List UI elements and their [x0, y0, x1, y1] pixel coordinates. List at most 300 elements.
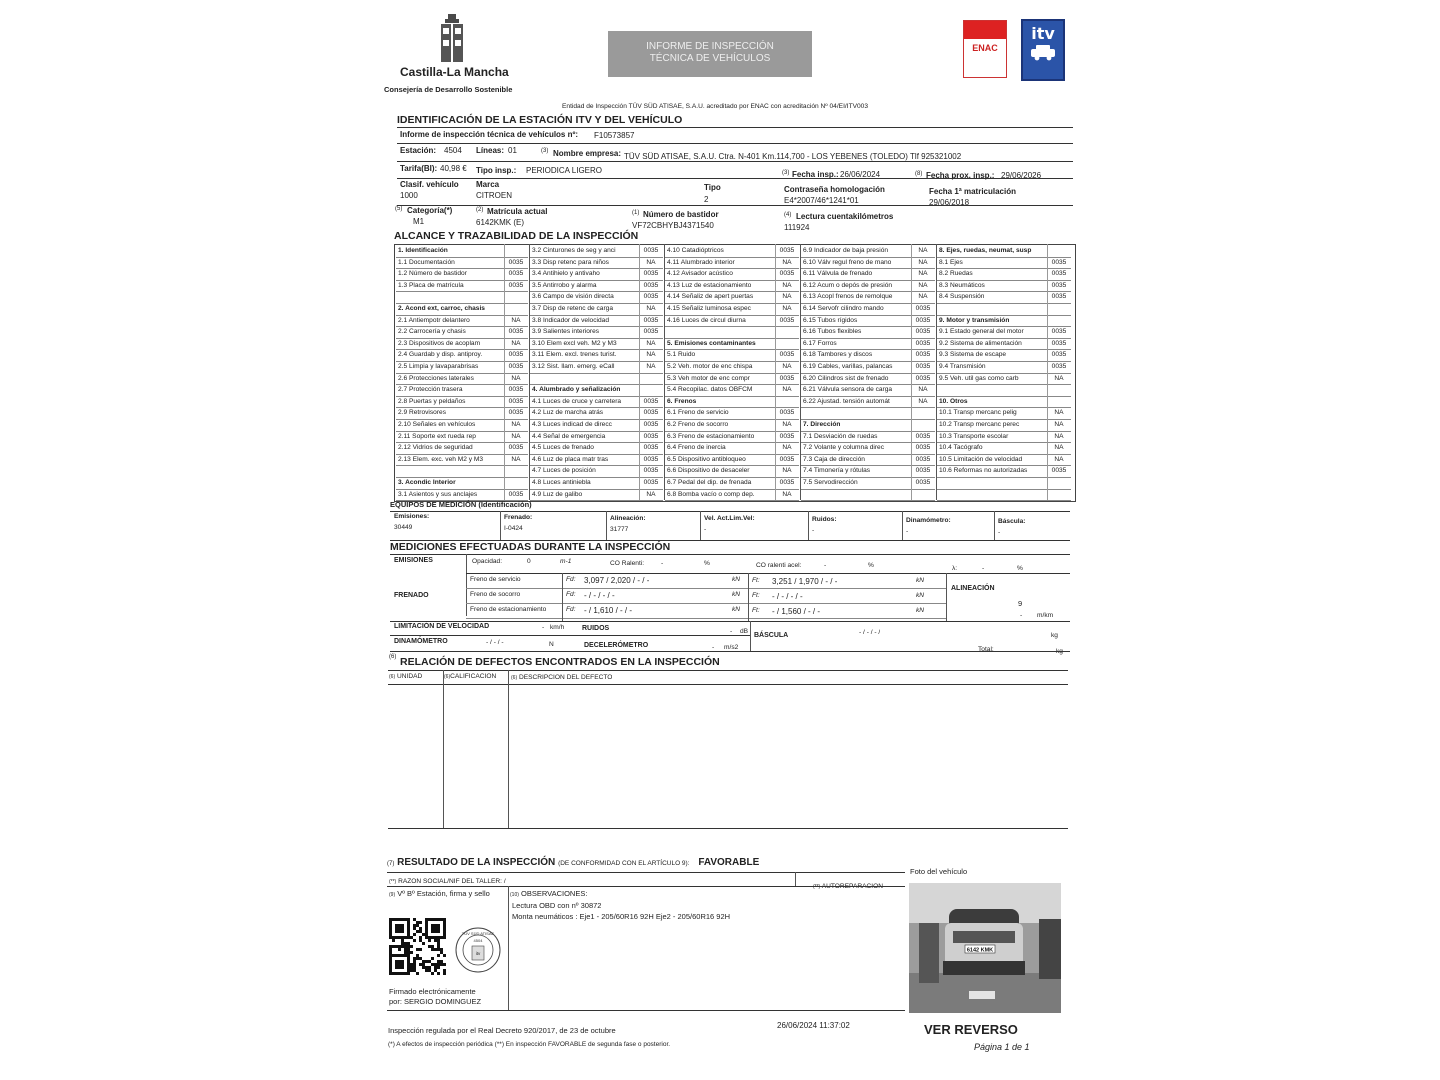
alcance-code: NA	[918, 386, 928, 394]
fd-label: Fd:	[566, 606, 576, 613]
alcance-code: 0035	[1051, 363, 1067, 370]
vb-text: Vº Bº Estación, firma y sello	[397, 890, 490, 898]
bastidor-label: Número de bastidor	[643, 210, 719, 219]
alcance-code: NA	[1054, 374, 1064, 382]
alcance-item: 3.5 Antirrobo y alarma	[532, 281, 597, 289]
alcance-item: 10.2 Transp mercanc perec	[939, 421, 1020, 428]
alcance-code: 0035	[508, 351, 524, 359]
freno-fd: 3,097 / 2,020 / - / -	[584, 576, 650, 585]
freno-ft: - / - / - / -	[772, 592, 803, 601]
alcance-item: 2.7 Protección trasera	[398, 386, 463, 394]
tipo-insp-value: PERIODICA LIGERO	[526, 166, 603, 175]
alcance-code: 0035	[643, 432, 659, 440]
freno-ft: 3,251 / 1,970 / - / -	[772, 577, 838, 586]
co-unit: %	[704, 560, 710, 567]
alcance-item: 4.10 Catadióptricos	[667, 247, 724, 254]
matricula-label: Matrícula actual	[487, 207, 548, 216]
alcance-code: 0035	[915, 455, 931, 463]
fecha-mat-label: Fecha 1ª matriculación	[929, 187, 1016, 196]
foto-label: Foto del vehículo	[910, 868, 968, 876]
alcance-code: 0035	[915, 432, 931, 440]
alcance-item: 6.18 Tambores y discos	[803, 351, 873, 359]
alcance-code: NA	[782, 490, 792, 498]
matricula-value: 6142KMK (E)	[476, 218, 525, 227]
obs-text: OBSERVACIONES:	[521, 890, 588, 898]
limitacion-value: -	[542, 624, 545, 631]
alcance-code: 0035	[779, 374, 795, 382]
alcance-item: 6.19 Cables, varillas, palancas	[803, 363, 893, 370]
alcance-item: 4.8 Luces antiniebla	[532, 479, 591, 486]
alcance-item: 4.11 Alumbrado interior	[667, 258, 735, 266]
firmado-line-2: por: SERGIO DOMINGUEZ	[389, 998, 482, 1006]
contrasena-value: E4*2007/46*1241*01	[784, 196, 859, 205]
alcance-item: 6.4 Freno de inercia	[667, 444, 726, 452]
fd-label: Fd:	[566, 576, 576, 583]
alcance-item: 10.6 Reformas no autorizadas	[939, 467, 1028, 475]
alcance-code: 0035	[643, 281, 659, 289]
alcance-item: 9.3 Sistema de escape	[939, 351, 1007, 359]
equipo-label: Vel. Act.Lim.Vel:	[704, 515, 755, 523]
alcance-code: 0035	[508, 281, 524, 289]
alcance-code: 0035	[508, 490, 524, 498]
fecha-insp-value: 26/06/2024	[840, 170, 881, 179]
equipo-value: -	[704, 526, 707, 534]
alcance-code: NA	[1054, 421, 1064, 428]
marca-value: CITROEN	[476, 191, 512, 200]
alcance-item: 3.6 Campo de visión directa	[532, 293, 614, 301]
kn-unit: kN	[916, 577, 925, 584]
razon-label: (**) RAZÓN SOCIAL/NIF DEL TALLER: /	[389, 878, 506, 885]
alcance-item: 4.12 Avisador acústico	[667, 270, 733, 278]
alcance-item: 4.4 Señal de emergencia	[532, 432, 606, 440]
clasif-value: 1000	[400, 191, 418, 200]
alcance-item: 6.13 Acopl frenos de remolque	[803, 293, 893, 301]
alcance-code: 0035	[508, 397, 524, 405]
footer-note: (*) A efectos de inspección periódica (**) En inspección FAVORABLE de segunda fase o posterior.	[388, 1041, 671, 1048]
alcance-code: NA	[782, 386, 792, 394]
alcance-section-header: 1. Identificación	[398, 247, 448, 254]
alcance-code: 0035	[643, 328, 659, 336]
alcance-item: 3.9 Salientes interiores	[532, 328, 600, 336]
alcance-item: 4.1 Luces de cruce y carretera	[532, 397, 622, 405]
alcance-code: 0035	[1051, 258, 1067, 266]
alcance-item: 3.7 Disp de retenc de carga	[532, 305, 614, 312]
alcance-item: 6.21 Válvula sensora de carga	[803, 386, 893, 394]
alcance-code: 0035	[915, 305, 931, 312]
defectos-title: RELACIÓN DE DEFECTOS ENCONTRADOS EN LA INSPECCIÓN	[400, 656, 720, 668]
alcance-code: 0035	[643, 455, 659, 463]
informe-value: F10573857	[594, 131, 635, 140]
region-name: Castilla-La Mancha	[400, 65, 509, 79]
alcance-code: 0035	[643, 247, 659, 254]
limitacion-label: LIMITACIÓN DE VELOCIDAD	[394, 623, 490, 630]
alcance-item: 6.6 Dispositivo de desaceler	[667, 467, 750, 475]
equipos-title: EQUIPOS DE MEDICIÓN (Identificación)	[390, 500, 532, 509]
freno-ft: - / 1,560 / - / -	[772, 607, 821, 616]
alcance-item: 6.3 Freno de estacionamiento	[667, 432, 755, 440]
alcance-item: 3.3 Disp retenc para niños	[532, 258, 609, 266]
co-value: -	[661, 560, 664, 567]
col-desc: (6) DESCRIPCIÓN DEL DEFECTO	[511, 674, 613, 681]
alcance-code: 0035	[915, 467, 931, 475]
equipo-value: -	[998, 528, 1001, 536]
lambda-value: -	[982, 565, 985, 572]
alcance-code: 0035	[508, 386, 524, 394]
footer-regulada: Inspección regulada por el Real Decreto 920/2017, de 23 de octubre	[388, 1027, 616, 1035]
alcance-code: 0035	[1051, 270, 1067, 278]
col-desc-text: DESCRIPCIÓN DEL DEFECTO	[518, 674, 613, 681]
equipo-label: Báscula:	[998, 517, 1026, 525]
alcance-code: 0035	[643, 467, 659, 475]
alcance-item: 8.3 Neumáticos	[939, 281, 985, 289]
alcance-item: 4.13 Luz de estacionamiento	[667, 281, 752, 289]
alcance-item: 6.10 Válv regul freno de mano	[803, 258, 892, 266]
freno-fd: - / 1,610 / - / -	[584, 606, 633, 615]
footer-ver: VER REVERSO	[924, 1022, 1018, 1037]
alcance-item: 6.12 Acum o depós de presión	[803, 281, 893, 289]
co-acel-label: CO ralenti acel:	[756, 562, 802, 569]
alcance-item: 4.3 Luces indicad de direcc	[532, 421, 612, 428]
col-calif: (6)CALIFICACIÓN	[444, 673, 497, 680]
alcance-item: 5.4 Recopilac. datos OBFCM	[667, 386, 753, 394]
alcance-item: 6.1 Freno de servicio	[667, 409, 729, 417]
freno-name: Freno de socorro	[470, 591, 521, 598]
equipo-label: Alineación:	[610, 514, 646, 522]
footer-timestamp: 26/06/2024 11:37:02	[777, 1021, 850, 1030]
tarifa-value: 40,98 €	[440, 164, 467, 173]
alcance-code: 0035	[1051, 281, 1067, 289]
total-unit: kg	[1056, 648, 1063, 655]
opacidad-value: 0	[527, 558, 531, 565]
alcance-code: 0035	[508, 270, 524, 278]
alcance-item: 6.2 Freno de socorro	[667, 421, 729, 428]
alcance-item: 2.1 Antiempotr delantero	[398, 316, 470, 324]
alcance-code: 0035	[643, 479, 659, 486]
alcance-item: 8.2 Ruedas	[939, 270, 973, 278]
alcance-code: NA	[646, 258, 656, 266]
alcance-code: 0035	[508, 363, 524, 370]
alcance-code: 0035	[508, 258, 524, 266]
obs-line-1: Lectura OBD con nº 30872	[512, 902, 602, 910]
alcance-item: 4.5 Luces de frenado	[532, 444, 594, 452]
alcance-item: 5.2 Veh. motor de enc chispa	[667, 363, 753, 370]
alcance-item: 3.2 Cinturones de seg y anci	[532, 247, 616, 254]
alcance-item: 3.10 Elem excl veh. M2 y M3	[532, 339, 617, 347]
tipo-insp-label: Tipo insp.:	[476, 166, 517, 175]
alcance-code: NA	[782, 444, 792, 452]
region-logo	[436, 14, 468, 64]
alcance-item: 3.12 Sist. llam. emerg. eCall	[532, 363, 615, 370]
ident-title: IDENTIFICACIÓN DE LA ESTACIÓN ITV Y DEL VEHÍCULO	[397, 114, 683, 126]
kn-unit: kN	[732, 606, 741, 613]
alcance-item: 2.11 Soporte ext rueda rep	[398, 432, 476, 440]
alcance-item: 3.4 Antihielo y antivaho	[532, 270, 600, 278]
alcance-item: 6.16 Tubos flexibles	[803, 328, 862, 336]
obs-line-2: Monta neumáticos : Eje1 - 205/60R16 92H Eje2 - 205/60R16 92H	[512, 913, 731, 921]
alcance-code: 0035	[643, 316, 659, 324]
alcance-item: 4.6 Luz de placa matr tras	[532, 455, 609, 463]
alcance-item: 2.8 Puertas y peldaños	[398, 397, 466, 405]
tipo-label: Tipo	[704, 183, 721, 192]
ft-label: Ft:	[752, 592, 760, 599]
alcance-code: NA	[782, 305, 792, 312]
alcance-code: 0035	[1051, 328, 1067, 336]
lambda-label: λ:	[952, 565, 958, 572]
categoria-label: Categoría(*)	[407, 206, 453, 215]
bascula-unit: kg	[1051, 632, 1058, 639]
empresa-label: Nombre empresa:	[553, 149, 622, 158]
alcance-item: 3.1 Asientos y sus anclajes	[398, 490, 478, 498]
alcance-code: 0035	[1051, 293, 1067, 301]
alcance-code: NA	[511, 432, 521, 440]
mediciones-title: MEDICIONES EFECTUADAS DURANTE LA INSPECCIÓN	[390, 541, 671, 553]
qr-code	[389, 918, 446, 975]
total-value: -	[1050, 648, 1053, 655]
alcance-item: 1.3 Placa de matrícula	[398, 281, 464, 289]
vehicle-photo	[909, 883, 1061, 1013]
alcance-item: 2.4 Guardab y disp. antiproy.	[398, 351, 483, 359]
alcance-item: 4.16 Luces de circul diurna	[667, 316, 746, 324]
alcance-item: 8.1 Ejes	[939, 258, 963, 266]
alcance-item: 2.2 Carrocería y chasis	[398, 328, 466, 336]
marca-label: Marca	[476, 180, 500, 189]
decel-value: -	[712, 644, 715, 651]
bascula-label: BÁSCULA	[754, 632, 789, 639]
autorep-label: (**) AUTOREPARACIÓN	[813, 883, 884, 890]
alcance-item: 10.3 Transporte escolar	[939, 432, 1009, 440]
alcance-item: 9.1 Estado general del motor	[939, 328, 1024, 336]
alcance-code: NA	[1054, 444, 1064, 452]
alcance-code: NA	[918, 397, 928, 405]
alcance-code: 0035	[508, 328, 524, 336]
alcance-code: 0035	[779, 479, 795, 486]
alcance-code: NA	[646, 339, 656, 347]
kn-unit: kN	[916, 607, 925, 614]
resultado-value: FAVORABLE	[698, 857, 760, 868]
clasif-label: Clasif. vehículo	[400, 180, 459, 189]
kn-unit: kN	[916, 592, 925, 599]
alcance-item: 3.11 Elem. excl. trenes turist.	[532, 351, 617, 359]
alcance-item: 2.13 Elem. exc. veh M2 y M3	[398, 455, 484, 463]
decel-unit: m/s2	[724, 644, 739, 651]
alcance-item: 2.6 Protecciones laterales	[398, 374, 474, 382]
alcance-item: 5.1 Ruido	[667, 351, 696, 359]
firmado-line-1: Firmado electrónicamente	[389, 988, 476, 996]
emisiones-label: EMISIONES	[394, 557, 433, 564]
alcance-item: 1.1 Documentación	[398, 258, 455, 266]
enac-logo-text: ENAC	[972, 43, 998, 53]
ruidos-label: RUIDOS	[582, 625, 610, 632]
kn-unit: kN	[732, 576, 741, 583]
alcance-code: NA	[918, 281, 928, 289]
alcance-section-header: 5. Emisiones contaminantes	[667, 339, 756, 347]
alcance-item: 6.5 Dispositivo antibloqueo	[667, 455, 746, 463]
station-seal	[454, 926, 502, 974]
alcance-code: 0035	[779, 351, 795, 359]
fecha-prox-value: 29/06/2026	[1001, 171, 1042, 180]
alineacion-dash: -	[1020, 612, 1023, 619]
tarifa-label: Tarifa(BI):	[400, 164, 438, 173]
alcance-section-header: 7. Dirección	[803, 421, 841, 428]
alcance-item: 9.4 Transmisión	[939, 363, 986, 370]
ruidos-unit: dB	[740, 628, 749, 635]
alcance-code: 0035	[779, 247, 795, 254]
freno-name: Freno de servicio	[470, 576, 521, 583]
alcance-code: 0035	[915, 363, 931, 370]
alcance-code: NA	[511, 455, 521, 463]
alcance-code: NA	[511, 339, 521, 347]
alcance-item: 6.17 Forros	[803, 339, 837, 347]
dinamometro-label: DINAMÓMETRO	[394, 638, 448, 645]
itv-logo-text: itv	[1031, 24, 1055, 43]
equipo-value: I-0424	[504, 524, 523, 532]
ft-label: Ft:	[752, 607, 760, 614]
estacion-value: 4504	[444, 146, 462, 155]
alcance-item: 2.9 Retrovisores	[398, 409, 447, 417]
alcance-code: NA	[782, 281, 792, 289]
resultado-line: (7) RESULTADO DE LA INSPECCIÓN (DE CONFORMIDAD CON EL ARTÍCULO 9): FAVORABLE	[387, 857, 760, 868]
equipo-value: 30449	[394, 524, 413, 531]
alcance-code: NA	[918, 258, 928, 266]
bascula-value: - / - / - /	[859, 629, 881, 636]
freno-fd: - / - / - / -	[584, 591, 615, 600]
alcance-item: 10.4 Tacógrafo	[939, 444, 983, 452]
dinamometro-value: - / - / -	[486, 639, 504, 646]
alcance-code: NA	[1054, 455, 1064, 463]
equipo-value: -	[906, 528, 909, 535]
lineas-value: 01	[508, 146, 517, 155]
col-calif-text: CALIFICACIÓN	[450, 673, 497, 680]
alcance-section-header: 4. Alumbrado y señalización	[532, 386, 621, 394]
resultado-title: RESULTADO DE LA INSPECCIÓN	[397, 857, 556, 868]
alcance-code: NA	[918, 293, 928, 301]
dinamometro-unit: N	[549, 641, 554, 648]
inspection-report: Castilla-La Mancha Consejería de Desarrollo Sostenible INFORME DE INSPECCIÓN TÉCNICA DE VEHÍCULOS ENAC itv Entidad de Inspección TÜV SÜD ATISAE, S.A.U. acreditado por ENAC con acreditación Nº 04/EI/ITV003 IDENTIFICACIÓN DE LA ESTACIÓN ITV Y DEL VEHÍCULO Informe de inspección técnica de vehículos nº: F10573857 Estación: 4504 Líneas: 01 (3) Nombre empresa: TÜV SÜD ATISAE, S.A.U. Ctra. N-401 Km.114,700 - LOS YEBENES (TOLEDO) Tlf 925321002 Tarifa(BI): 40,98 € Tipo insp.: PERIODICA LIGERO (3) Fecha insp.: 26/06/2024 (8) Fecha prox. insp.: 29/06/2026 Clasif. vehículo 1000 Marca CITROEN Tipo 2 Contraseña homologación E4*2007/46*1241*01 Fecha 1ª matriculación 29/06/2018 (5) Categoría(*) M1 (2) Matrícula actual 6142KMK (E) (1) Número de bastidor VF72CBHYBJ4371540 (4) Lectura cuentakilómetros 111924 ALCANCE Y TRAZABILIDAD DE LA INSPECCIÓN 1. Identificación 1.1 Documentación 0035 1.2 Número de bastidor 0035 1.3 Placa de matrícula 0035 2. Acond ext, carroc, chasis 2.1 Antiempotr delantero NA 2.2 Carrocería y chasis 0035 2.3 Dispositivos de acoplam NA 2.4 Guardab y disp. antiproy. 0035 2.5 Limpia y lavaparabrisas 0035 2.6 Protecciones laterales NA 2.7 Protección trasera 0035 2.8 Puertas y peldaños 0035 2.9 Retrovisores 0035 2.10 Señales en vehículos NA 2.11 Soporte ext rueda rep NA 2.12 Vidrios de seguridad 0035 2.13 Elem. exc. veh M2 y M3 NA 3. Acondic Interior 3.1 Asientos y sus anclajes 0035 3.2 Cinturones de seg y anci 0035 3.3 Disp retenc para niños NA 3.4 Antihielo y antivaho 0035 3.5 Antirrobo y alarma 0035 3.6 Campo de visión directa 0035 3.7 Disp de retenc de carga NA 3.8 Indicador de velocidad 0035 3.9 Salientes interiores 0035 3.10 Elem excl veh. M2 y M3 NA 3.11 Elem. excl. trenes turist. NA 3.12 Sist. llam. emerg. eCall NA 4. Alumbrado y señalización 4.1 Luces de cruce y carretera 0035 4.2 Luz de marcha atrás 0035 4.3 Luces indicad de direcc 0035 4.4 Señal de emergencia 0035 4.5 Luces de frenado 0035 4.6 Luz de placa matr tras 0035 4.7 Luces de posición 0035 4.8 Luces antiniebla 0035 4.9 Luz de galibo NA 4.10 Catadióptricos 0035 4.11 Alumbrado interior NA 4.12 Avisador acústico 0035 4.13 Luz de estacionamiento NA 4.14 Señaliz de apert puertas NA 4.15 Señaliz luminosa espec NA 4.16 Luces de circul diurna 0035 5. Emisiones contaminantes 5.1 Ruido 0035 5.2 Veh. motor de enc chispa NA 5.3 Veh motor de enc compr 0035 5.4 Recopilac. datos OBFCM NA 6. Frenos 6.1 Freno de servicio 0035 6.2 Freno de socorro NA 6.3 Freno de estacionamiento 0035 6.4 Freno de inercia NA 6.5 Dispositivo antibloqueo 0035 6.6 Dispositivo de desaceler NA 6.7 Pedal del dip. de frenada 0035 6.8 Bomba vacío o comp dep. NA 6.9 Indicador de baja presión NA 6.10 Válv regul freno de mano NA 6.11 Válvula de frenado NA 6.12 Acum o depós de presión NA 6.13 Acopl frenos de remolque NA 6.14 Servofr cilindro mando 0035 6.15 Tubos rígidos 0035 6.16 Tubos flexibles 0035 6.17 Forros 0035 6.18 Tambores y discos 0035 6.19 Cables, varillas, palancas 0035 6.20 Cilindros sist de frenado 0035 6.21 Válvula sensora de carga NA 6.22 Ajustad. tensión automát NA 7. Dirección 7.1 Desviación de ruedas 0035 7.2 Volante y columna direc 0035 7.3 Caja de dirección 0035 7.4 Timonería y rótulas 0035 7.5 Servodirección 0035 8. Ejes, ruedas, neumat, susp 8.1 Ejes 0035 8.2 Ruedas 0035 8.3 Neumáticos 0035 8.4 Suspensión 0035 9. Motor y transmisión 9.1 Estado general del motor 0035 9.2 Sistema de alimentación 0035 9.3 Sistema de escape 0035 9.4 Transmisión 0035 9.5 Veh. util gas como carb NA 10. Otros 10.1 Transp mercanc pelig NA 10.2 Transp mercanc perec NA 10.3 Transporte escolar NA 10.4 Tacógrafo NA 10.5 Limitación de velocidad NA 10.6 Reformas no autorizadas 0035 EQUIPOS DE MEDICIÓN (Identificación) Emisiones: 30449 Frenado: I-0424 Alineación: 31777 Vel. Act.Lim.Vel: - Ruidos: - Dinamómetro: - Báscula: - MEDICIONES EFECTUADAS DURANTE LA INSPECCIÓN EMISIONES Opacidad: 0 m-1 CO Ralenti: - % CO ralenti acel: - % λ: - % FRENADO Freno de servicio Fd: 3,097 / 2,020 / - / - kN Ft: 3,251 / 1,970 / - / - kN Freno de socorro Fd: - / - / - / - kN Ft: - / - / - / - kN Freno de estacionamiento Fd: - / 1,610 / - / - kN Ft: - / 1,560 / - / - kN ALINEACIÓN 9 - m/km LIMITACIÓN DE VELOCIDAD - km/h RUIDOS - dB DINAMÓMETRO - / - / - N DECELERÓMETRO - m/s2 BÁSCULA - / - / - / kg Total: - kg (6) RELACIÓN DE DEFECTOS ENCONTRADOS EN LA INSPECCIÓN (6) UNIDAD (6)CALIFICACIÓN (6) DESCRIPCIÓN DEL DEFECTO (7) RESULTADO DE LA INSPECCIÓN (DE CONFORMIDAD CON EL ARTÍCULO 9): FAVORABLE Foto del vehículo (**) RAZÓN SOCIAL/NIF DEL TALLER: / (**) AUTOREPARACIÓN (9) Vº Bº Estación, firma y sello (10) OBSERVACIONES: Lectura OBD con nº 30872 Monta neumáticos : Eje1 - 205/60R16 92H Eje2 - 205/60R16 92H TÜV SÜD ATISAE 4504 itv Firmado electrónicamente por: SERGIO DOMINGUEZ 6142 KMK Inspección regulada por el Real Decreto 920/2017, de 23 de octubre (*) A efectos de inspección periódica (**) En inspección FAVORABLE de segunda fase o posterior. 26/06/2024 11:37:02 VER REVERSO Página 1 de 1	[380, 8, 1080, 1068]
kn-unit: kN	[732, 591, 741, 598]
alcance-item: 7.4 Timonería y rótulas	[803, 467, 871, 475]
alcance-code: 0035	[915, 374, 931, 382]
alcance-section-header: 9. Motor y transmisión	[939, 316, 1010, 324]
razon-text: RAZÓN SOCIAL/NIF DEL TALLER: /	[398, 878, 506, 885]
ruidos-value: -	[730, 628, 733, 635]
alcance-code: 0035	[1051, 339, 1067, 347]
vb-label: (9) Vº Bº Estación, firma y sello	[389, 890, 490, 898]
fecha-mat-value: 29/06/2018	[929, 198, 970, 207]
alcance-code: NA	[511, 374, 521, 382]
enac-logo	[963, 20, 1007, 78]
col-unidad-text: UNIDAD	[396, 673, 423, 680]
alcance-code: 0035	[643, 397, 659, 405]
alcance-code: 0035	[643, 444, 659, 452]
lineas-label: Líneas:	[476, 146, 505, 155]
opacidad-label: Opacidad:	[472, 558, 503, 565]
alcance-title: ALCANCE Y TRAZABILIDAD DE LA INSPECCIÓN	[394, 230, 639, 242]
decel-label: DECELERÓMETRO	[584, 642, 649, 649]
alcance-item: 9.2 Sistema de alimentación	[939, 339, 1022, 347]
fecha-prox-label: Fecha prox. insp.:	[926, 171, 995, 180]
lambda-unit: %	[1017, 565, 1023, 572]
alcance-code: NA	[782, 363, 792, 370]
alcance-code: NA	[646, 305, 656, 312]
alcance-code: 0035	[643, 421, 659, 428]
equipo-label: Emisiones:	[394, 513, 430, 520]
region-dept: Consejería de Desarrollo Sostenible	[384, 85, 513, 94]
equipo-label: Dinamómetro:	[906, 517, 951, 524]
alcance-item: 6.20 Cilindros sist de frenado	[803, 374, 889, 382]
alcance-code: 0035	[508, 409, 524, 417]
obs-label: (10) OBSERVACIONES:	[510, 890, 588, 898]
alineacion-label: ALINEACIÓN	[951, 585, 995, 592]
limitacion-unit: km/h	[550, 624, 565, 631]
alcance-item: 2.3 Dispositivos de acoplam	[398, 339, 481, 347]
equipo-label: Frenado:	[504, 513, 533, 521]
alcance-item: 6.14 Servofr cilindro mando	[803, 305, 884, 312]
alcance-code: NA	[782, 421, 792, 428]
alcance-item: 6.8 Bomba vacío o comp dep.	[667, 490, 755, 498]
total-label: Total:	[978, 646, 994, 653]
alcance-item: 2.10 Señales en vehículos	[398, 421, 476, 428]
alcance-section-header: 10. Otros	[939, 397, 968, 405]
alineacion-unit: m/km	[1037, 612, 1054, 619]
fecha-insp-label: Fecha insp.:	[792, 170, 839, 179]
alcance-section-header: 3. Acondic Interior	[398, 479, 456, 486]
alcance-code: 0035	[915, 339, 931, 347]
co-acel-value: -	[824, 562, 827, 569]
alcance-section-header: 8. Ejes, ruedas, neumat, susp	[939, 247, 1032, 254]
alcance-code: NA	[918, 270, 928, 278]
alcance-code: 0035	[915, 444, 931, 452]
alcance-item: 2.5 Limpia y lavaparabrisas	[398, 363, 479, 370]
seal-num: 4504	[473, 938, 483, 943]
categoria-value: M1	[413, 217, 425, 226]
alcance-code: 0035	[779, 316, 795, 324]
cuenta-value: 111924	[784, 223, 810, 232]
alcance-code: 0035	[779, 270, 795, 278]
col-unidad: (6) UNIDAD	[389, 673, 423, 680]
alcance-item: 10.5 Limitación de velocidad	[939, 455, 1023, 463]
contrasena-label: Contraseña homologación	[784, 185, 885, 194]
alcance-code: 0035	[1051, 351, 1067, 359]
alcance-item: 10.1 Transp mercanc pelig	[939, 409, 1017, 417]
alcance-code: 0035	[915, 328, 931, 336]
alcance-item: 8.4 Suspensión	[939, 293, 985, 301]
alcance-item: 4.14 Señaliz de apert puertas	[667, 293, 754, 301]
alcance-code: NA	[918, 247, 928, 254]
entity-text: Entidad de Inspección TÜV SÜD ATISAE, S.A.U. acreditado por ENAC con acreditación Nº 04/EI/ITV003	[562, 103, 868, 110]
alcance-item: 6.9 Indicador de baja presión	[803, 247, 889, 254]
alcance-code: 0035	[915, 351, 931, 359]
alcance-item: 7.5 Servodirección	[803, 479, 858, 486]
bastidor-value: VF72CBHYBJ4371540	[632, 221, 714, 230]
informe-label: Informe de inspección técnica de vehículos nº:	[400, 130, 579, 139]
alcance-code: NA	[782, 293, 792, 301]
alcance-item: 6.15 Tubos rígidos	[803, 316, 858, 324]
seal-itv: itv	[475, 951, 481, 956]
opacidad-unit: m-1	[560, 558, 572, 565]
alcance-code: 0035	[643, 409, 659, 417]
alcance-code: 0035	[915, 316, 931, 324]
alcance-code: 0035	[779, 432, 795, 440]
alcance-item: 6.7 Pedal del dip. de frenada	[667, 479, 752, 486]
alcance-item: 5.3 Veh motor de enc compr	[667, 374, 750, 382]
estacion-label: Estación:	[400, 146, 437, 155]
autorep-text: AUTOREPARACIÓN	[821, 883, 884, 890]
footer-pagina: Página 1 de 1	[974, 1042, 1030, 1052]
plate-text: 6142 KMK	[966, 947, 994, 954]
banner-line-2: TÉCNICA DE VEHÍCULOS	[649, 52, 771, 64]
resultado-note: (DE CONFORMIDAD CON EL ARTÍCULO 9):	[558, 860, 690, 867]
cuenta-label: Lectura cuentakilómetros	[796, 212, 894, 221]
